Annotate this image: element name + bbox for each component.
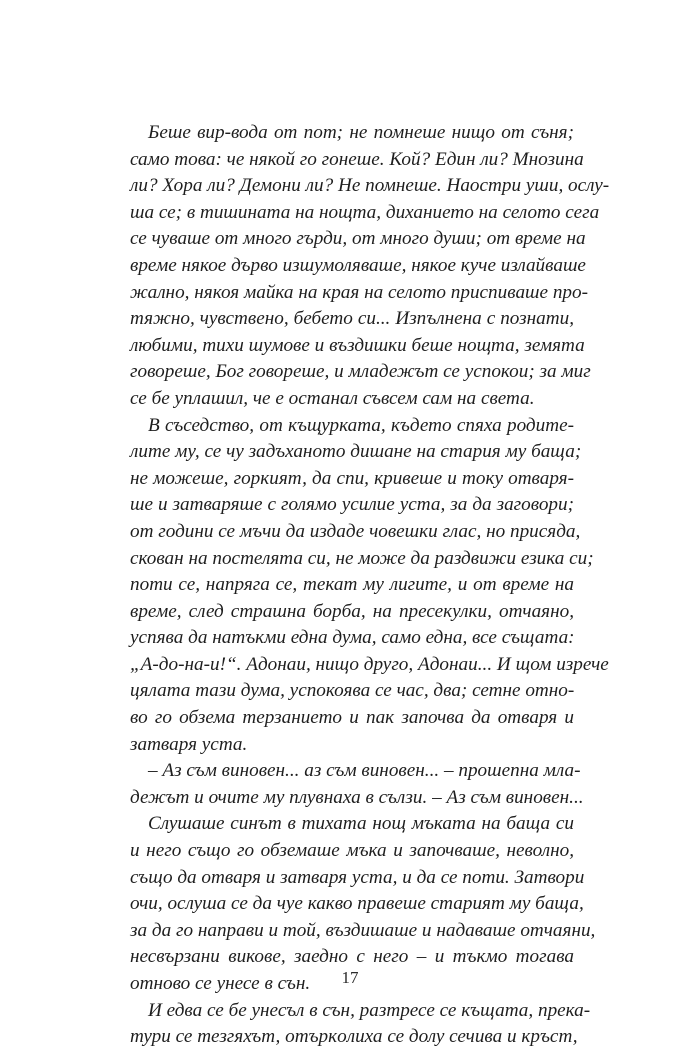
text-line: во го обзема терзанието и пак започва да отваря и <box>130 707 574 729</box>
text-line: и него също го обземаше мъка и започваше, неволно, <box>130 840 574 862</box>
text-line: И едва се бе унесъл в сън, разтресе се къщата, прека- <box>148 999 591 1021</box>
text-line: време някое дърво изшумоляваше, някое куче излайваше <box>130 254 586 276</box>
text-line: затваря уста. <box>130 733 248 755</box>
text-line: време, след страшна борба, на пресекулки, отчаяно, <box>130 600 574 622</box>
text-line: любими, тихи шумове и въздишки беше нощта, земята <box>130 334 585 356</box>
text-line: ша се; в тишината на нощта, диханието на селото сега <box>130 201 600 223</box>
text-line: лите му, се чу задъханото дишане на стария му баща; <box>130 441 582 463</box>
text-line: „А-до-на-и!“. Адонаи, нищо друго, Адонаи... И щом изрече <box>130 653 609 675</box>
text-line: също да отваря и затваря уста, и да се поти. Затвори <box>130 866 585 888</box>
text-line: от години се мъчи да издаде човешки глас, но присяда, <box>130 520 581 542</box>
text-line: успява да натъкми една дума, само една, все същата: <box>130 627 575 649</box>
text-line: ли? Хора ли? Демони ли? Не помнеше. Наостри уши, ослу- <box>130 175 610 197</box>
text-line: се чуваше от много гърди, от много души; от време на <box>130 228 586 250</box>
text-line: за да го направи и той, въздишаше и надаваше отчаяни, <box>130 919 596 941</box>
paragraph-5 <box>130 998 591 1051</box>
text-line: говореше, Бог говореше, и младежът се успокои; за миг <box>130 361 591 383</box>
text-line: цялата тази дума, успокоява се час, два; сетне отно- <box>130 680 575 702</box>
text-line: тяжно, чувствено, бебето си... Изпълнена с познати, <box>130 308 574 330</box>
text-line: – Аз съм виновен... аз съм виновен... – прошепна мла- <box>148 760 581 782</box>
text-line: очи, ослуша се да чуе какво правеше старият му баща, <box>130 893 584 915</box>
text-line: само това: че някой го гонеше. Кой? Един ли? Мнозина <box>130 148 584 170</box>
text-line: скован на постелята си, не може да раздвижи езика си; <box>130 547 594 569</box>
body-text <box>130 120 610 1051</box>
text-line: не можеше, горкият, да спи, кривеше и току отваря- <box>130 467 574 489</box>
text-line: дежът и очите му плувнаха в сълзи. – Аз съм виновен... <box>130 786 584 808</box>
text-line: В съседство, от къщурката, където спяха родите- <box>148 414 574 436</box>
text-line: жално, някоя майка на края на селото приспиваше про- <box>130 281 589 303</box>
text-line: несвързани викове, заедно с него – и тъкмо тогава <box>130 946 574 968</box>
text-line: Слушаше синът в тихата нощ мъката на баща си <box>148 813 574 835</box>
paragraph-3 <box>130 758 584 811</box>
page-number: 17 <box>341 968 359 987</box>
paragraph-2 <box>130 413 609 759</box>
text-line: отново се унесе в сън. <box>130 973 311 994</box>
text-line: се бе уплашил, че е останал съвсем сам на света. <box>130 387 535 409</box>
text-line: тури се тезгяхът, отъркoлиха се долу сечива и кръст, <box>130 1026 578 1048</box>
text-line: поти се, напряга се, текат му лигите, и от време на <box>130 574 574 596</box>
text-line: Беше вир-вода от пот; не помнеше нищо от съня; <box>148 122 574 143</box>
paragraph-1 <box>130 120 610 413</box>
text-line: ше и затваряше с голямо усилие уста, за да заговори; <box>130 494 574 516</box>
